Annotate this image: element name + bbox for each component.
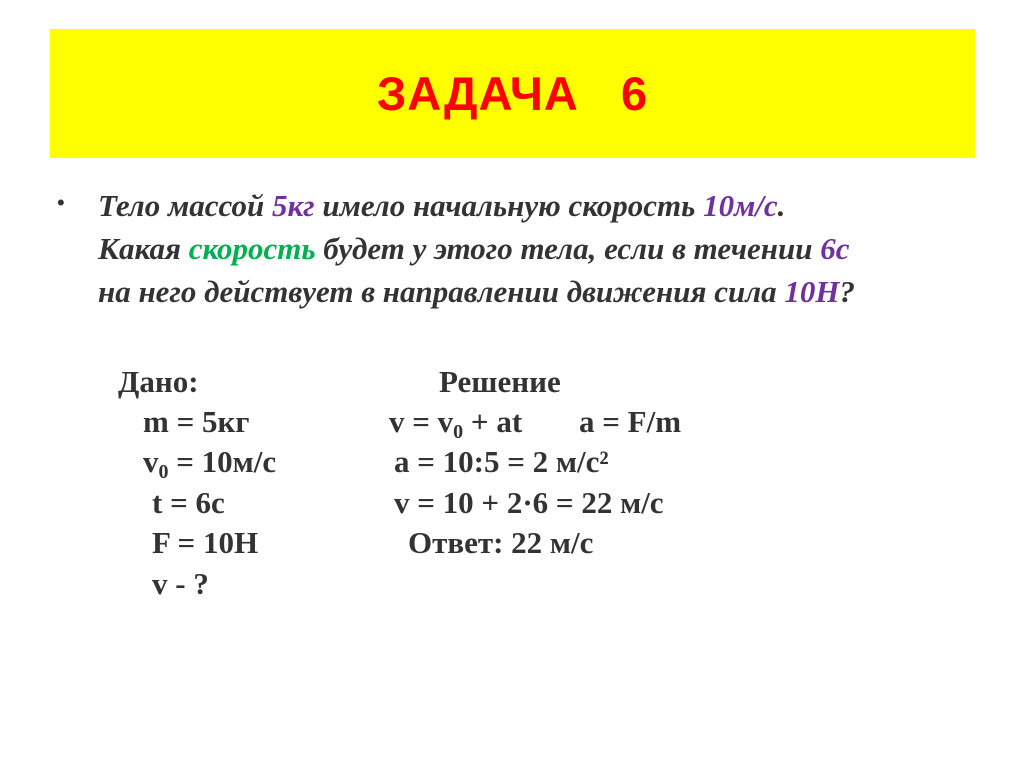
question-word: скорость [188, 231, 316, 266]
given-unknown: v - ? [152, 566, 209, 601]
given-force: F = 10Н [152, 525, 259, 560]
title-banner [50, 29, 975, 158]
problem-statement [98, 184, 978, 313]
answer: Ответ: 22 м/с [408, 525, 594, 560]
force-value: 10Н [784, 274, 840, 309]
bullet-icon: • [57, 190, 65, 215]
slide-title: ЗАДАЧА 6 [376, 67, 649, 120]
formula-acceleration: a = F/m [579, 404, 682, 439]
given-initial-velocity: $v_0 = 10м/с$ [143, 444, 277, 483]
speed-value: 10м/с [703, 188, 778, 223]
given-time: t = 6с [152, 485, 225, 520]
given-heading: Дано: [118, 364, 199, 399]
step-acceleration: a = 10:5 = 2 м/с² [394, 444, 609, 479]
solution-heading: Решение [439, 364, 561, 399]
problem-line-2: Какая скорость будет у этого тела, если в течении 6с [98, 231, 850, 266]
given-mass: m = 5кг [143, 404, 250, 439]
problem-line-3: на него действует в направлении движения сила 10Н? [98, 274, 855, 309]
formula-velocity: $v = v_0$ + at [389, 404, 523, 443]
time-value: 6с [820, 231, 850, 266]
step-velocity: v = 10 + 2·6 = 22 м/с [394, 485, 664, 520]
mass-value: 5кг [271, 188, 315, 223]
problem-line-1: Тело массой 5кг имело начальную скорость 10м/с. [98, 188, 786, 223]
